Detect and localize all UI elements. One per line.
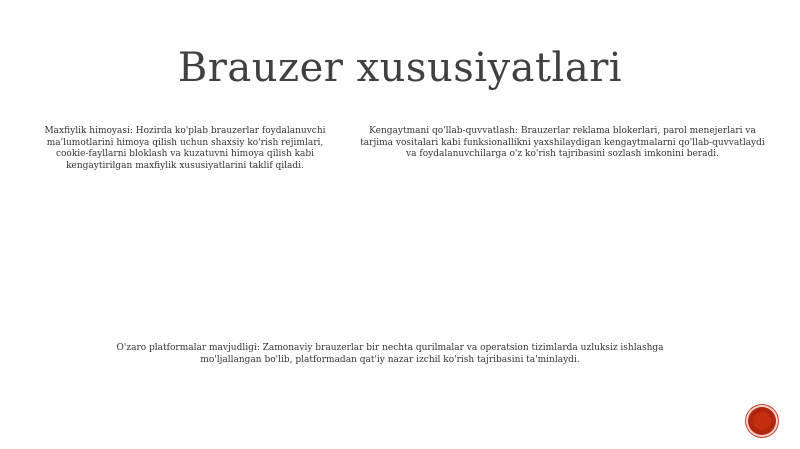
privacy-text-block: Maxfiylik himoyasi: Hozirda ko'plab brauzerlar foydalanuvchi ma'lumotlarini himoya qilish uchun shaxsiy ko'rish rejimlari, cookie-fayllarni bloklash va kuzatuvni himoya qilish kabi kengaytirilgan maxfiylik xususiyatlarini taklif qiladi.	[44, 126, 326, 171]
crossplatform-text-block: O'zaro platformalar mavjudligi: Zamonaviy brauzerlar bir nechta qurilmalar va operatsion tizimlarda uzluksiz ishlashga mo'ljallangan bo'lib, platformadan qat'iy nazar izchil ko'rish tajribasini ta'minlaydi.	[116, 343, 664, 365]
next-slide-button[interactable]	[748, 407, 776, 435]
extensions-text-block: Kengaytmani qo'llab-quvvatlash: Brauzerlar reklama blokerlari, parol menejerlari va tarjima vositalari kabi funksionallikni yaxshilaydigan kengaytmalarni qo'llab-quvvatlaydi va foydalanuvchilarga o'z ko'rish tajribasini sozlash imkonini beradi.	[360, 126, 765, 159]
circle-nav-button-icon	[753, 412, 771, 430]
slide-title: Brauzer xususiyatlari	[177, 44, 623, 91]
